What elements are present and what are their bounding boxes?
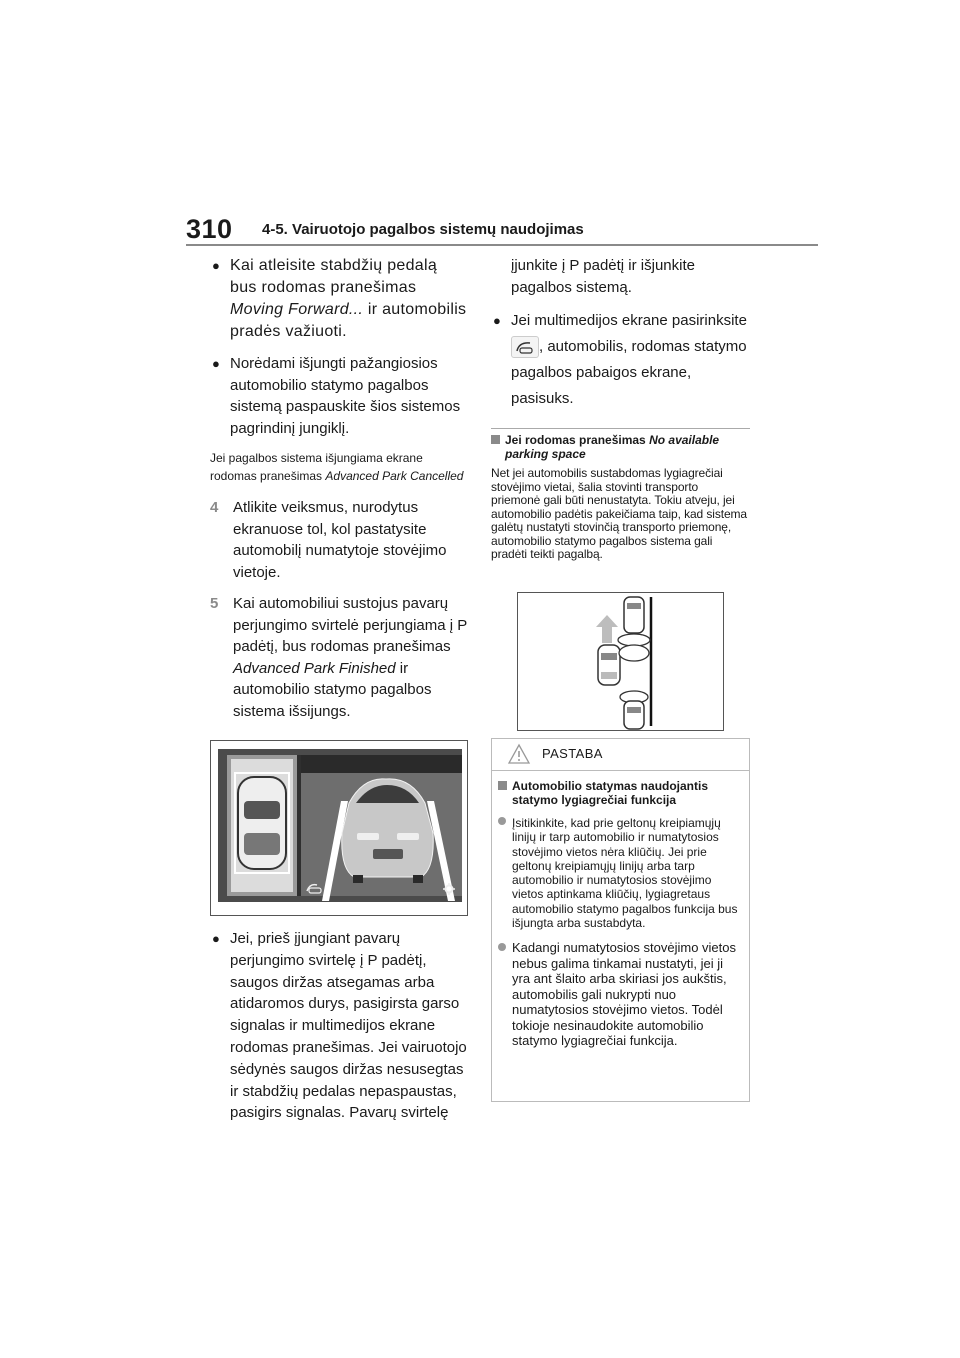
square-bullet-icon [498,781,507,790]
step-text: Atlikite veiksmus, nurodytus ekranuose tol, kol pastatysite automobilį numatytoje stovėjimo vietoje. [233,499,447,581]
bullet-rotate-view [491,308,750,412]
message-name: Advanced Park Cancelled [325,469,464,483]
bullet-moving-forward [210,255,468,343]
bullet-seatbelt-warning [210,928,468,1124]
bullet-text: Jei, prieš įjungiant pavarų perjungimo svirtelę į P padėtį, saugos diržas atsegamas arba atidaromos durys, pasigirsta garso signalas ir multimedijos ekrane rodomas pranešimas. Jei vairuotojo sėdynės saugos diržas nesusegtas ir stabdžių pedalas nepaspaustas, pasigirs signalas. Pavarų svirtelę [230,930,467,1122]
subheading-no-space [491,433,750,461]
right-column-top [491,255,750,422]
note-subheading [498,779,741,807]
note-header [492,739,749,771]
subheading-text: Jei rodomas pranešimas [505,433,650,447]
note-box [491,738,750,1102]
step-text: ir automobilio statymo pagalbos sistema išsijungs. [233,659,432,720]
step-5 [210,593,468,722]
note-content [492,771,749,1049]
warning-triangle-icon [507,743,531,765]
bullet-text: Kai atleisite stabdžių pedalą bus rodomas pranešimas [230,257,438,296]
bullet-dot-icon [498,943,506,951]
note-text: Kadangi numatytosios stovėjimo vietos nebus galima tinkamai nustatyti, jei ji yra ant šlaito arba skiriasi jos aukštis, automobilis gali nukrypti nuo numatytosios stovėjimo vietos. Todėl tokioje nesinaudokite automobilio statymo lygiagrečiai funkcija. [512,940,737,1049]
bullet-dot-icon: ● [212,258,221,273]
bullet-dot-icon: ● [493,313,501,328]
note-bullet-obstacles [498,816,741,930]
car-icon [238,777,286,869]
bullet-text: , automobilis, rodomas statymo pagalbos pabaigos ekrane, pasisuks. [511,338,747,407]
message-name: No available parking space [505,433,720,461]
message-name: Moving Forward... [230,301,364,318]
ego-car-icon [598,645,649,685]
up-arrow-icon [596,615,618,643]
section-divider [491,428,750,429]
left-column-bottom [210,928,468,1134]
left-column-top [210,255,468,732]
note-text: Įsitikinkite, kad prie geltonų kreipiamųjų linijų ir tarp automobilio ir numatytosios stovėjimo vietos nėra kliūčių. Jei prie geltonų kreipiamųjų linijų arba tarp automobilio ir numatytosios stovėjimo vietos aptinkama kliūčių, lygiagretaus automobilio statymo pagalbos funkcija bus išjungta arba sustabdyta. [512,816,738,931]
parking-screen-illustration [211,741,467,915]
bullet-text: ir automobilis pradės važiuoti. [230,301,467,340]
parallel-parking-figure [517,592,724,731]
bullet-dot-icon: ● [212,931,220,946]
step-number: 5 [210,595,219,612]
header-divider [186,244,818,246]
bullet-text: Jei multimedijos ekrane pasirinksite [511,312,747,329]
subheading-text: Automobilio statymas naudojantis statymo lygiagrečiai funkcija [512,779,709,807]
parked-car-icon [620,691,648,729]
car-front-icon [342,779,434,883]
parked-car-icon [618,597,650,646]
continued-text: įjunkite į P padėtį ir išjunkite pagalbos sistemą. [511,257,695,296]
section-title: 4-5. Vairuotojo pagalbos sistemų naudojimas [262,221,584,238]
step-text: Kai automobiliui sustojus pavarų perjungimo svirtelė perjungiama į P padėtį, bus rodomas pranešimas [233,595,468,655]
bullet-dot-icon: ● [212,356,220,371]
note-text: Jei pagalbos sistema išjungiama ekrane rodomas pranešimas [210,451,423,483]
note-title: PASTABA [542,746,603,761]
park-rotate-icon [511,336,539,358]
step-number: 4 [210,499,219,516]
note-bullet-slope [498,940,741,1049]
bullet-text: Norėdami išjungti pažangiosios automobilio statymo pagalbos sistemą paspauskite šios sistemos pagrindinį jungiklį. [230,355,461,437]
parking-screen-figure [210,740,468,916]
square-bullet-icon [491,435,500,444]
page-number: 310 [186,214,233,244]
bullet-dot-icon [498,817,506,825]
message-name: Advanced Park Finished [233,659,396,677]
bullet-disable-system [210,353,468,439]
parallel-parking-diagram [518,593,723,730]
no-space-section [491,433,750,562]
cancel-note [210,449,468,485]
no-space-text: Net jei automobilis sustabdomas lygiagrečiai stovėjimo vietai, šalia stovinti transporto priemonė gali būti nenustatyta. Tokiu atveju, jei automobilio padėtis pakeičiama taip, kad sistema galėtų nustatyti stovinčią transporto priemonę, automobilio statymo pagalbos sistema gali pradėti teikti pagalbą. [491,466,748,561]
step-4 [210,497,468,583]
